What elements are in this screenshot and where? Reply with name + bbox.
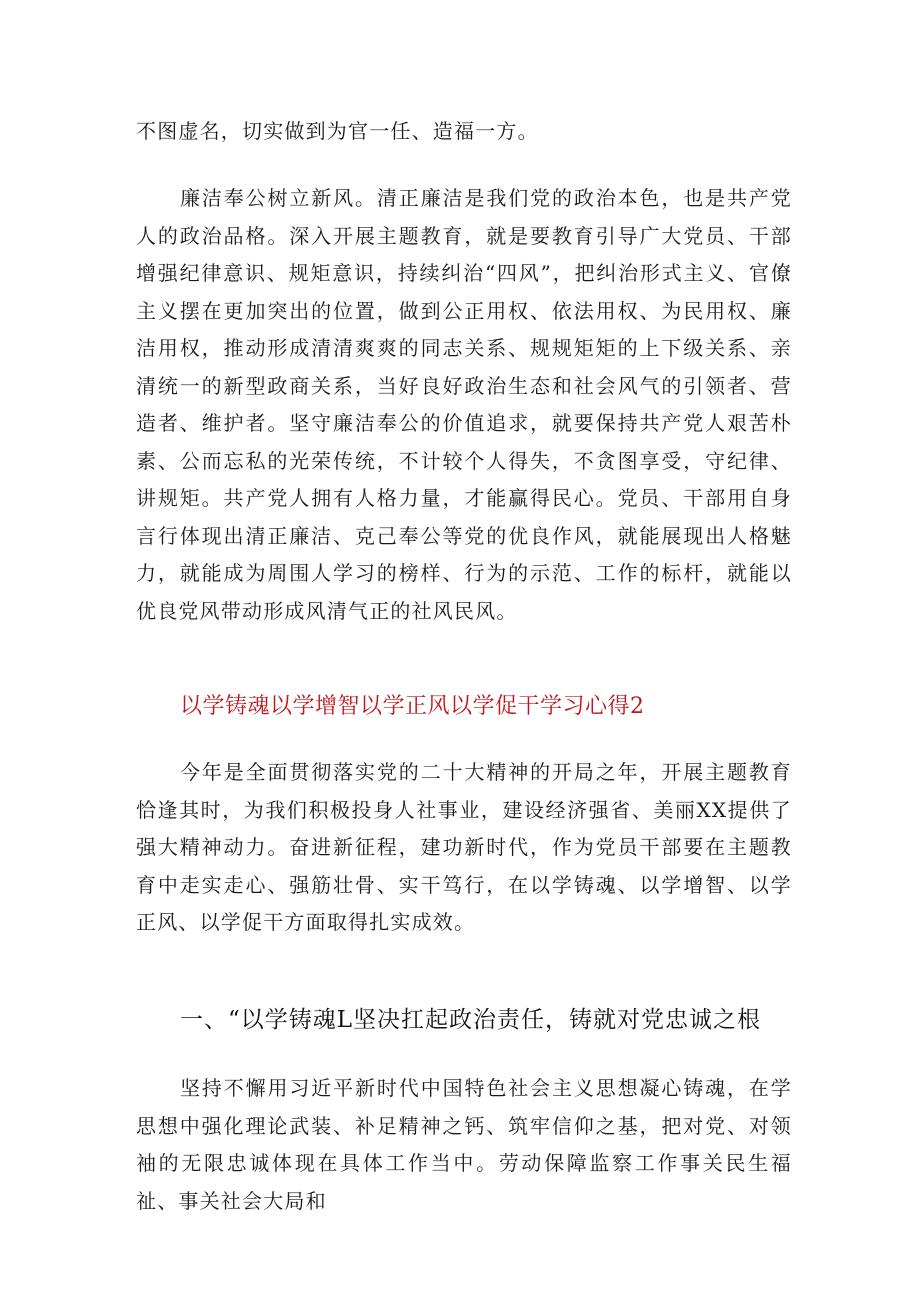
paragraph-lianjie-fengong: 廉洁奉公树立新风。清正廉洁是我们党的政治本色，也是共产党人的政治品格。深入开展主题教育，就是要教育引导广大党员、干部增强纪律意识、规矩意识，持续纠治“四风”，把纠治形式主义、官僚主义摆在更加突出的位置，做到公正用权、依法用权、为民用权、廉洁用权，推动形成清清爽爽的同志关系、规规矩矩的上下级关系、亲清统一的新型政商关系，当好良好政治生态和社会风气的引领者、营造者、维护者。坚守廉洁奉公的价值追求，就要保持共产党人艰苦朴素、公而忘私的光荣传统，不计较个人得失，不贪图享受，守纪律、讲规矩。共产党人拥有人格力量，才能赢得民心。党员、干部用自身言行体现出清正廉洁、克己奉公等党的优良作风，就能展现出人格魅力，就能成为周围人学习的榜样、行为的示范、工作的标杆，就能以优良党风带动形成风清气正的社风民风。 xyxy=(136,186,792,623)
paragraph-last-block xyxy=(136,1070,792,1220)
paragraph-continuation-block xyxy=(136,113,792,151)
heading-one: 一、“以学铸魂L坚决扛起政治责任，铸就对党忠诚之根 xyxy=(180,1007,762,1033)
paragraph-lianjie-block xyxy=(136,180,792,630)
section-title-block xyxy=(180,692,792,722)
paragraph-intro-block xyxy=(136,754,792,942)
paragraph-intro: 今年是全面贯彻落实党的二十大精神的开局之年，开展主题教育恰逢其时，为我们积极投身人社事业，建设经济强省、美丽XX提供了强大精神动力。奋进新征程，建功新时代，作为党员干部要在主题教育中走实走心、强筋壮骨、实干笃行，在以学铸魂、以学增智、以学正风、以学促干方面取得扎实成效。 xyxy=(136,760,792,934)
paragraph-continuation: 不图虚名，切实做到为官一任、造福一方。 xyxy=(136,119,539,143)
paragraph-last: 坚持不懈用习近平新时代中国特色社会主义思想凝心铸魂，在学思想中强化理论武装、补足精神之钙、筑牢信仰之基，把对党、对领袖的无限忠诚体现在具体工作当中。劳动保障监察工作事关民生福祉、事关社会大局和 xyxy=(136,1076,792,1213)
heading-one-block xyxy=(180,1005,792,1035)
section-title: 以学铸魂以学增智以学正风以学促干学习心得2 xyxy=(180,694,645,719)
